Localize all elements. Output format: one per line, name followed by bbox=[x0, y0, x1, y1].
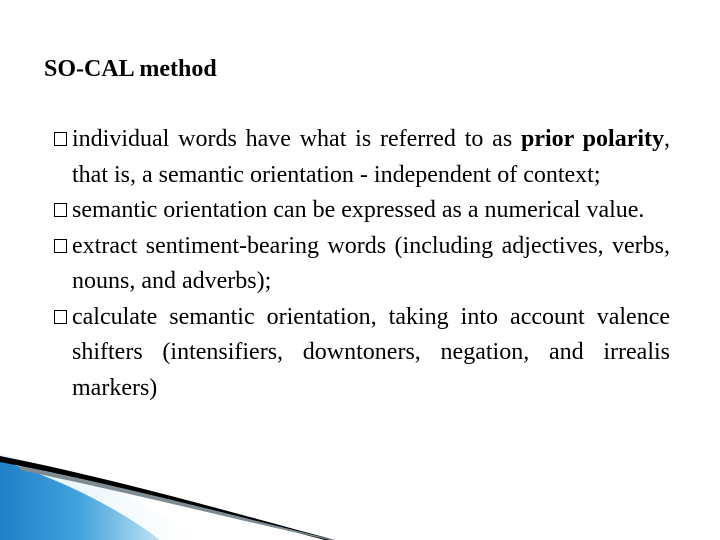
bullet-item bbox=[54, 300, 670, 407]
square-bullet-icon bbox=[54, 310, 67, 324]
swoosh-blue-band bbox=[0, 460, 160, 540]
bullet-item bbox=[54, 193, 670, 229]
square-bullet-icon bbox=[54, 203, 67, 217]
bullet-list bbox=[54, 122, 670, 406]
bullet-item bbox=[54, 122, 670, 193]
bullet-text: , that is, a semantic orientation - independent of context; bbox=[72, 126, 671, 188]
corner-swoosh-decoration bbox=[0, 440, 720, 540]
bullet-bold-term: prior polarity bbox=[520, 126, 665, 152]
square-bullet-icon bbox=[54, 239, 67, 253]
bullet-text: individual words have what is referred to as bbox=[72, 126, 521, 152]
square-bullet-icon bbox=[54, 132, 67, 146]
bullet-text: calculate semantic orientation, taking into account valence shifters (intensifiers, downtoners, negation, and irrealis markers) bbox=[72, 303, 670, 401]
slide-title: SO-CAL method bbox=[44, 56, 217, 82]
bullet-text: extract sentiment-bearing words (including adjectives, verbs, nouns, and adverbs); bbox=[72, 232, 670, 294]
bullet-item bbox=[54, 229, 670, 300]
bullet-text: semantic orientation can be expressed as a numerical value. bbox=[72, 197, 645, 223]
